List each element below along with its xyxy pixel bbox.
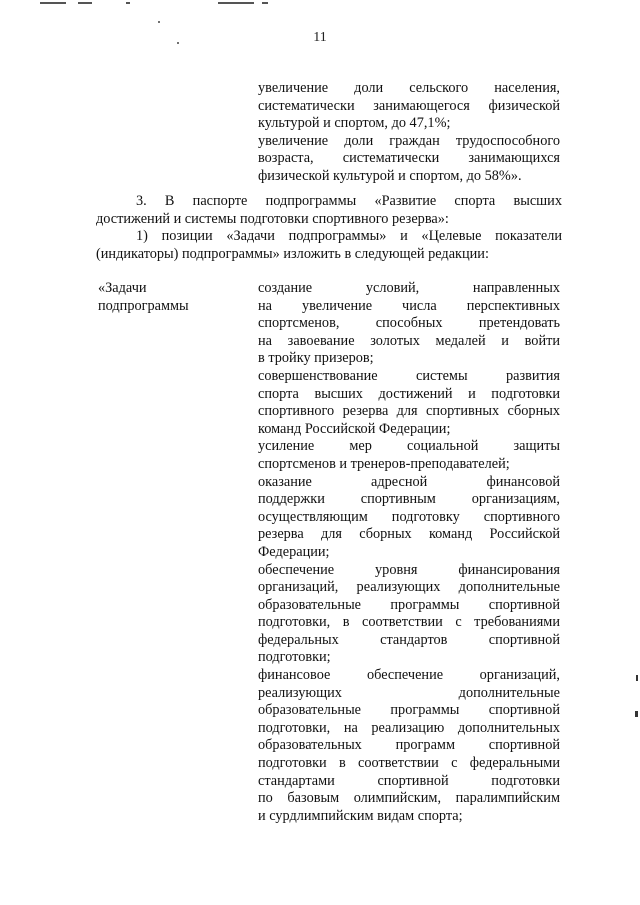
text-line: достижений и системы подготовки спортивного резерва»: (96, 210, 449, 227)
task-line: спорта высших достижений и подготовки (258, 385, 560, 402)
task-line: реализующих дополнительные (258, 684, 560, 701)
task-line: оказание адресной финансовой (258, 473, 560, 490)
row-label-line: «Задачи (98, 280, 147, 296)
task-line: стандартами спортивной подготовки (258, 772, 560, 789)
task-line: и сурдлимпийским видам спорта; (258, 807, 463, 824)
intro-paragraph (258, 80, 560, 186)
row-label (98, 280, 248, 315)
text-line: 3. В паспорте подпрограммы «Развитие спорта высших (136, 193, 562, 209)
page-number: 11 (313, 30, 327, 45)
task-line: финансовое обеспечение организаций, (258, 667, 560, 684)
task-line: в тройку призеров; (258, 350, 374, 367)
text-line: увеличение доли сельского населения, (258, 80, 560, 96)
task-line: образовательных программ спортивной (258, 737, 560, 754)
task-line: спортивного резерва для спортивных сборных (258, 403, 560, 420)
task-line: на завоевание золотых медалей и войти (258, 332, 560, 349)
task-line: спортсменов и тренеров-преподавателей; (258, 455, 510, 472)
text-line: систематически занимающегося физической (258, 97, 560, 114)
task-line: команд Российской Федерации; (258, 420, 451, 437)
task-line: федеральных стандартов спортивной (258, 631, 560, 648)
task-line: подготовки, на реализацию дополнительных (258, 719, 560, 736)
scan-edge-mark (636, 675, 638, 681)
text-line: возраста, систематически занимающихся (258, 150, 560, 167)
task-line: образовательные программы спортивной (258, 702, 560, 719)
scan-edge-mark (635, 711, 638, 717)
task-line: организаций, реализующих дополнительные (258, 579, 560, 596)
text-line: (индикаторы) подпрограммы» изложить в следующей редакции: (96, 245, 489, 262)
task-line: усиление мер социальной защиты (258, 438, 560, 455)
task-line: подготовки; (258, 649, 331, 666)
text-line: увеличение доли граждан трудоспособного (258, 132, 560, 149)
task-line: образовательные программы спортивной (258, 596, 560, 613)
row-label-line: подпрограммы (98, 297, 189, 314)
section-paragraph (96, 193, 562, 263)
task-line: подготовки, в соответствии с требованиями (258, 614, 560, 631)
scan-artifact-top (0, 0, 640, 8)
task-list (258, 280, 560, 825)
task-line: на увеличение числа перспективных (258, 297, 560, 314)
text-line: 1) позиции «Задачи подпрограммы» и «Целевые показатели (136, 228, 562, 245)
task-line: резерва для сборных команд Российской (258, 526, 560, 543)
task-line: создание условий, направленных (258, 280, 560, 296)
task-line: по базовым олимпийским, паралимпийским (258, 790, 560, 807)
scan-speck (158, 21, 160, 23)
task-line: спортсменов, способных претендовать (258, 315, 560, 332)
task-line: осуществляющим подготовку спортивного (258, 508, 560, 525)
task-line: Федерации; (258, 543, 330, 560)
text-line: физической культурой и спортом, до 58%». (258, 167, 522, 184)
text-line: культурой и спортом, до 47,1%; (258, 115, 451, 132)
task-line: поддержки спортивным организациям, (258, 491, 560, 508)
task-line: совершенствование системы развития (258, 367, 560, 384)
task-line: обеспечение уровня финансирования (258, 561, 560, 578)
task-line: подготовки в соответствии с федеральными (258, 755, 560, 772)
